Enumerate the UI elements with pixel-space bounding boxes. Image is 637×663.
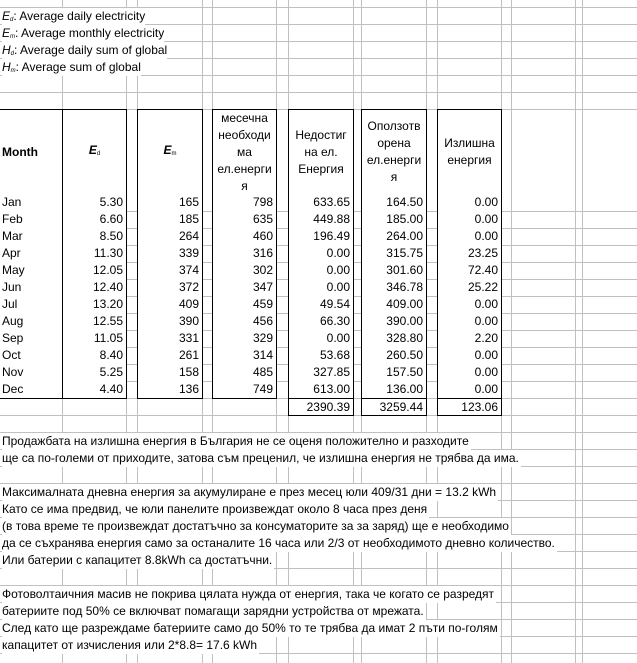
- cell-month[interactable]: Jan: [0, 194, 63, 212]
- cell-surplus[interactable]: 0.00: [437, 381, 502, 399]
- legend-symbol: H: [2, 43, 11, 57]
- cell-shortage[interactable]: 633.65: [288, 194, 354, 212]
- cell-em[interactable]: 158: [137, 364, 203, 382]
- legend-symbol: H: [2, 60, 11, 74]
- cell-used-energy[interactable]: 346.78: [361, 279, 427, 297]
- note-line[interactable]: Като се има предвид, че юли панелите произвеждат около 8 часа през деня: [2, 502, 428, 516]
- header-shortage-label: [295, 127, 346, 178]
- cell-surplus[interactable]: 72.40: [437, 262, 502, 280]
- cell-ed[interactable]: 12.40: [62, 279, 127, 297]
- header-month[interactable]: [0, 109, 63, 195]
- header-line: месечна: [221, 110, 268, 125]
- cell-needed-energy[interactable]: 749: [212, 381, 277, 399]
- cell-shortage[interactable]: 449.88: [288, 211, 354, 229]
- header-line: ма: [237, 144, 252, 159]
- cell-month[interactable]: Jun: [0, 279, 63, 297]
- cell-month[interactable]: Jul: [0, 296, 63, 314]
- cell-needed-energy[interactable]: 302: [212, 262, 277, 280]
- cell-month[interactable]: Apr: [0, 245, 63, 263]
- cell-needed-energy[interactable]: 456: [212, 313, 277, 331]
- cell-ed[interactable]: 11.30: [62, 245, 127, 263]
- cell-used-energy[interactable]: 185.00: [361, 211, 427, 229]
- cell-month[interactable]: Feb: [0, 211, 63, 229]
- cell-em[interactable]: 331: [137, 330, 203, 348]
- cell-ed[interactable]: 8.50: [62, 228, 127, 246]
- header-line: необходи: [218, 127, 271, 142]
- cell-used-energy[interactable]: 260.50: [361, 347, 427, 365]
- gridline: [575, 0, 576, 663]
- header-needed-energy[interactable]: [212, 109, 277, 195]
- cell-needed-energy[interactable]: 314: [212, 347, 277, 365]
- legend-text: : Average daily electricity: [13, 9, 146, 23]
- gridline: [0, 92, 637, 93]
- header-surplus-label: [444, 135, 495, 169]
- cell-month[interactable]: Nov: [0, 364, 63, 382]
- cell-surplus[interactable]: 23.25: [437, 245, 502, 263]
- header-line: ел.енерги: [217, 161, 272, 176]
- header-line: Оползотв: [367, 119, 421, 133]
- cell-surplus[interactable]: 25.22: [437, 279, 502, 297]
- header-line: ел.енерги: [366, 153, 422, 167]
- cell-used-energy[interactable]: 136.00: [361, 381, 427, 399]
- cell-used-energy[interactable]: 264.00: [361, 228, 427, 246]
- cell-em[interactable]: 264: [137, 228, 203, 246]
- note-line[interactable]: Фотоволтаичния масив не покрива цялата нужда от енергия, така че когато се разредят: [2, 587, 495, 601]
- header-line: на ел.: [304, 144, 338, 159]
- gridline: [582, 0, 583, 663]
- cell-needed-energy[interactable]: 459: [212, 296, 277, 314]
- cell-surplus[interactable]: 0.00: [437, 296, 502, 314]
- header-line: Енергия: [298, 161, 344, 176]
- note-line[interactable]: След като ще разреждаме батериите само до 50% то те трябва да имат 2 пъти по-голям: [2, 621, 498, 635]
- header-shortage[interactable]: [288, 109, 354, 195]
- cell-ed[interactable]: 4.40: [62, 381, 127, 399]
- header-surplus[interactable]: [437, 109, 502, 195]
- cell-em[interactable]: 372: [137, 279, 203, 297]
- cell-ed[interactable]: 6.60: [62, 211, 127, 229]
- cell-needed-energy[interactable]: 485: [212, 364, 277, 382]
- cell-ed[interactable]: 13.20: [62, 296, 127, 314]
- cell-shortage[interactable]: 0.00: [288, 279, 354, 297]
- cell-shortage[interactable]: 53.68: [288, 347, 354, 365]
- note-line[interactable]: Продажбата на излишна енергия в България не се оценя положително и разходите: [2, 434, 469, 448]
- cell-ed[interactable]: 11.05: [62, 330, 127, 348]
- total-surplus[interactable]: 123.06: [437, 398, 502, 416]
- header-used-energy[interactable]: [361, 109, 427, 195]
- legend-subscript: m: [10, 34, 16, 40]
- cell-month[interactable]: Mar: [0, 228, 63, 246]
- legend-item[interactable]: [2, 25, 164, 42]
- cell-em[interactable]: 165: [137, 194, 203, 212]
- cell-used-energy[interactable]: 315.75: [361, 245, 427, 263]
- header-ed[interactable]: [62, 109, 127, 195]
- cell-em[interactable]: 185: [137, 211, 203, 229]
- cell-month[interactable]: Dec: [0, 381, 63, 399]
- cell-used-energy[interactable]: 157.50: [361, 364, 427, 382]
- cell-shortage[interactable]: 613.00: [288, 381, 354, 399]
- cell-month[interactable]: Aug: [0, 313, 63, 331]
- note-line[interactable]: Или батерии с капацитет 8.8kWh са достатъчни.: [2, 553, 273, 567]
- cell-needed-energy[interactable]: 316: [212, 245, 277, 263]
- cell-em[interactable]: 409: [137, 296, 203, 314]
- legend-item[interactable]: [2, 42, 167, 59]
- cell-surplus[interactable]: 0.00: [437, 228, 502, 246]
- header-em-label: $E_m$: [163, 142, 177, 157]
- total-used-energy[interactable]: 3259.44: [361, 398, 427, 416]
- note-line[interactable]: капацитет от изчисления или 2*8.8= 17.6 kWh: [2, 638, 258, 652]
- cell-shortage[interactable]: 0.00: [288, 262, 354, 280]
- note-line[interactable]: батериите под 50% се включват помагащи зарядни устройства от мрежата.: [2, 604, 424, 618]
- cell-surplus[interactable]: 0.00: [437, 313, 502, 331]
- cell-em[interactable]: 390: [137, 313, 203, 331]
- header-ed-label: $E_d$: [88, 142, 101, 157]
- cell-needed-energy[interactable]: 329: [212, 330, 277, 348]
- legend-item[interactable]: [2, 59, 141, 76]
- cell-shortage[interactable]: 196.49: [288, 228, 354, 246]
- cell-used-energy[interactable]: 390.00: [361, 313, 427, 331]
- header-line: я: [241, 178, 248, 193]
- header-used-energy-label: [367, 118, 421, 186]
- note-line[interactable]: да се съхранява енергия само за останалите 16 часа или 2/3 от необходимото дневно количество.: [2, 536, 555, 550]
- cell-ed[interactable]: 5.25: [62, 364, 127, 382]
- legend-text: : Average monthly electricity: [15, 26, 165, 40]
- cell-used-energy[interactable]: 301.60: [361, 262, 427, 280]
- cell-surplus[interactable]: 0.00: [437, 194, 502, 212]
- header-line: я: [390, 170, 398, 184]
- cell-shortage[interactable]: 66.30: [288, 313, 354, 331]
- cell-em[interactable]: 261: [137, 347, 203, 365]
- cell-used-energy[interactable]: 328.80: [361, 330, 427, 348]
- header-month-label: Month: [2, 144, 38, 159]
- note-line[interactable]: (в това време те произвеждат достатъчно за консуматорите за за заряд) ще е необходимо: [2, 519, 509, 533]
- cell-surplus[interactable]: 2.20: [437, 330, 502, 348]
- cell-used-energy[interactable]: 409.00: [361, 296, 427, 314]
- cell-ed[interactable]: 5.30: [62, 194, 127, 212]
- cell-em[interactable]: 339: [137, 245, 203, 263]
- cell-month[interactable]: Oct: [0, 347, 63, 365]
- legend-item[interactable]: [2, 8, 145, 25]
- cell-needed-energy[interactable]: 460: [212, 228, 277, 246]
- legend-text: : Average daily sum of global: [14, 43, 168, 57]
- cell-shortage[interactable]: 327.85: [288, 364, 354, 382]
- cell-needed-energy[interactable]: 798: [212, 194, 277, 212]
- legend-subscript: m: [10, 68, 16, 74]
- cell-month[interactable]: Sep: [0, 330, 63, 348]
- cell-em[interactable]: 136: [137, 381, 203, 399]
- legend-subscript: d: [10, 51, 15, 57]
- legend-symbol: E: [2, 26, 11, 40]
- cell-shortage[interactable]: 0.00: [288, 330, 354, 348]
- cell-shortage[interactable]: 0.00: [288, 245, 354, 263]
- legend-symbol: E: [2, 9, 11, 23]
- note-line[interactable]: ще са по-големи от приходите, затова съм преценил, че излишна енергия не трябва да има.: [2, 451, 519, 465]
- cell-month[interactable]: May: [0, 262, 63, 280]
- cell-surplus[interactable]: 0.00: [437, 347, 502, 365]
- cell-used-energy[interactable]: 164.50: [361, 194, 427, 212]
- cell-ed[interactable]: 12.05: [62, 262, 127, 280]
- cell-ed[interactable]: 12.55: [62, 313, 127, 331]
- cell-surplus[interactable]: 0.00: [437, 364, 502, 382]
- cell-needed-energy[interactable]: 635: [212, 211, 277, 229]
- cell-needed-energy[interactable]: 347: [212, 279, 277, 297]
- header-line: орена: [377, 136, 411, 150]
- cell-shortage[interactable]: 49.54: [288, 296, 354, 314]
- header-line: Недостиг: [295, 127, 347, 142]
- header-line: енергия: [447, 153, 492, 167]
- gridline: [511, 0, 512, 663]
- cell-surplus[interactable]: 0.00: [437, 211, 502, 229]
- header-line: Излишна: [444, 136, 495, 150]
- note-line[interactable]: Максималната дневна енергия за акумулиране е през месец юли 409/31 дни = 13.2 kWh: [2, 485, 497, 499]
- header-needed-energy-label: [217, 110, 271, 195]
- cell-ed[interactable]: 8.40: [62, 347, 127, 365]
- legend-text: : Average sum of global: [15, 60, 141, 74]
- header-em[interactable]: [137, 109, 203, 195]
- cell-em[interactable]: 374: [137, 262, 203, 280]
- legend-subscript: d: [10, 17, 14, 23]
- total-shortage[interactable]: 2390.39: [288, 398, 354, 416]
